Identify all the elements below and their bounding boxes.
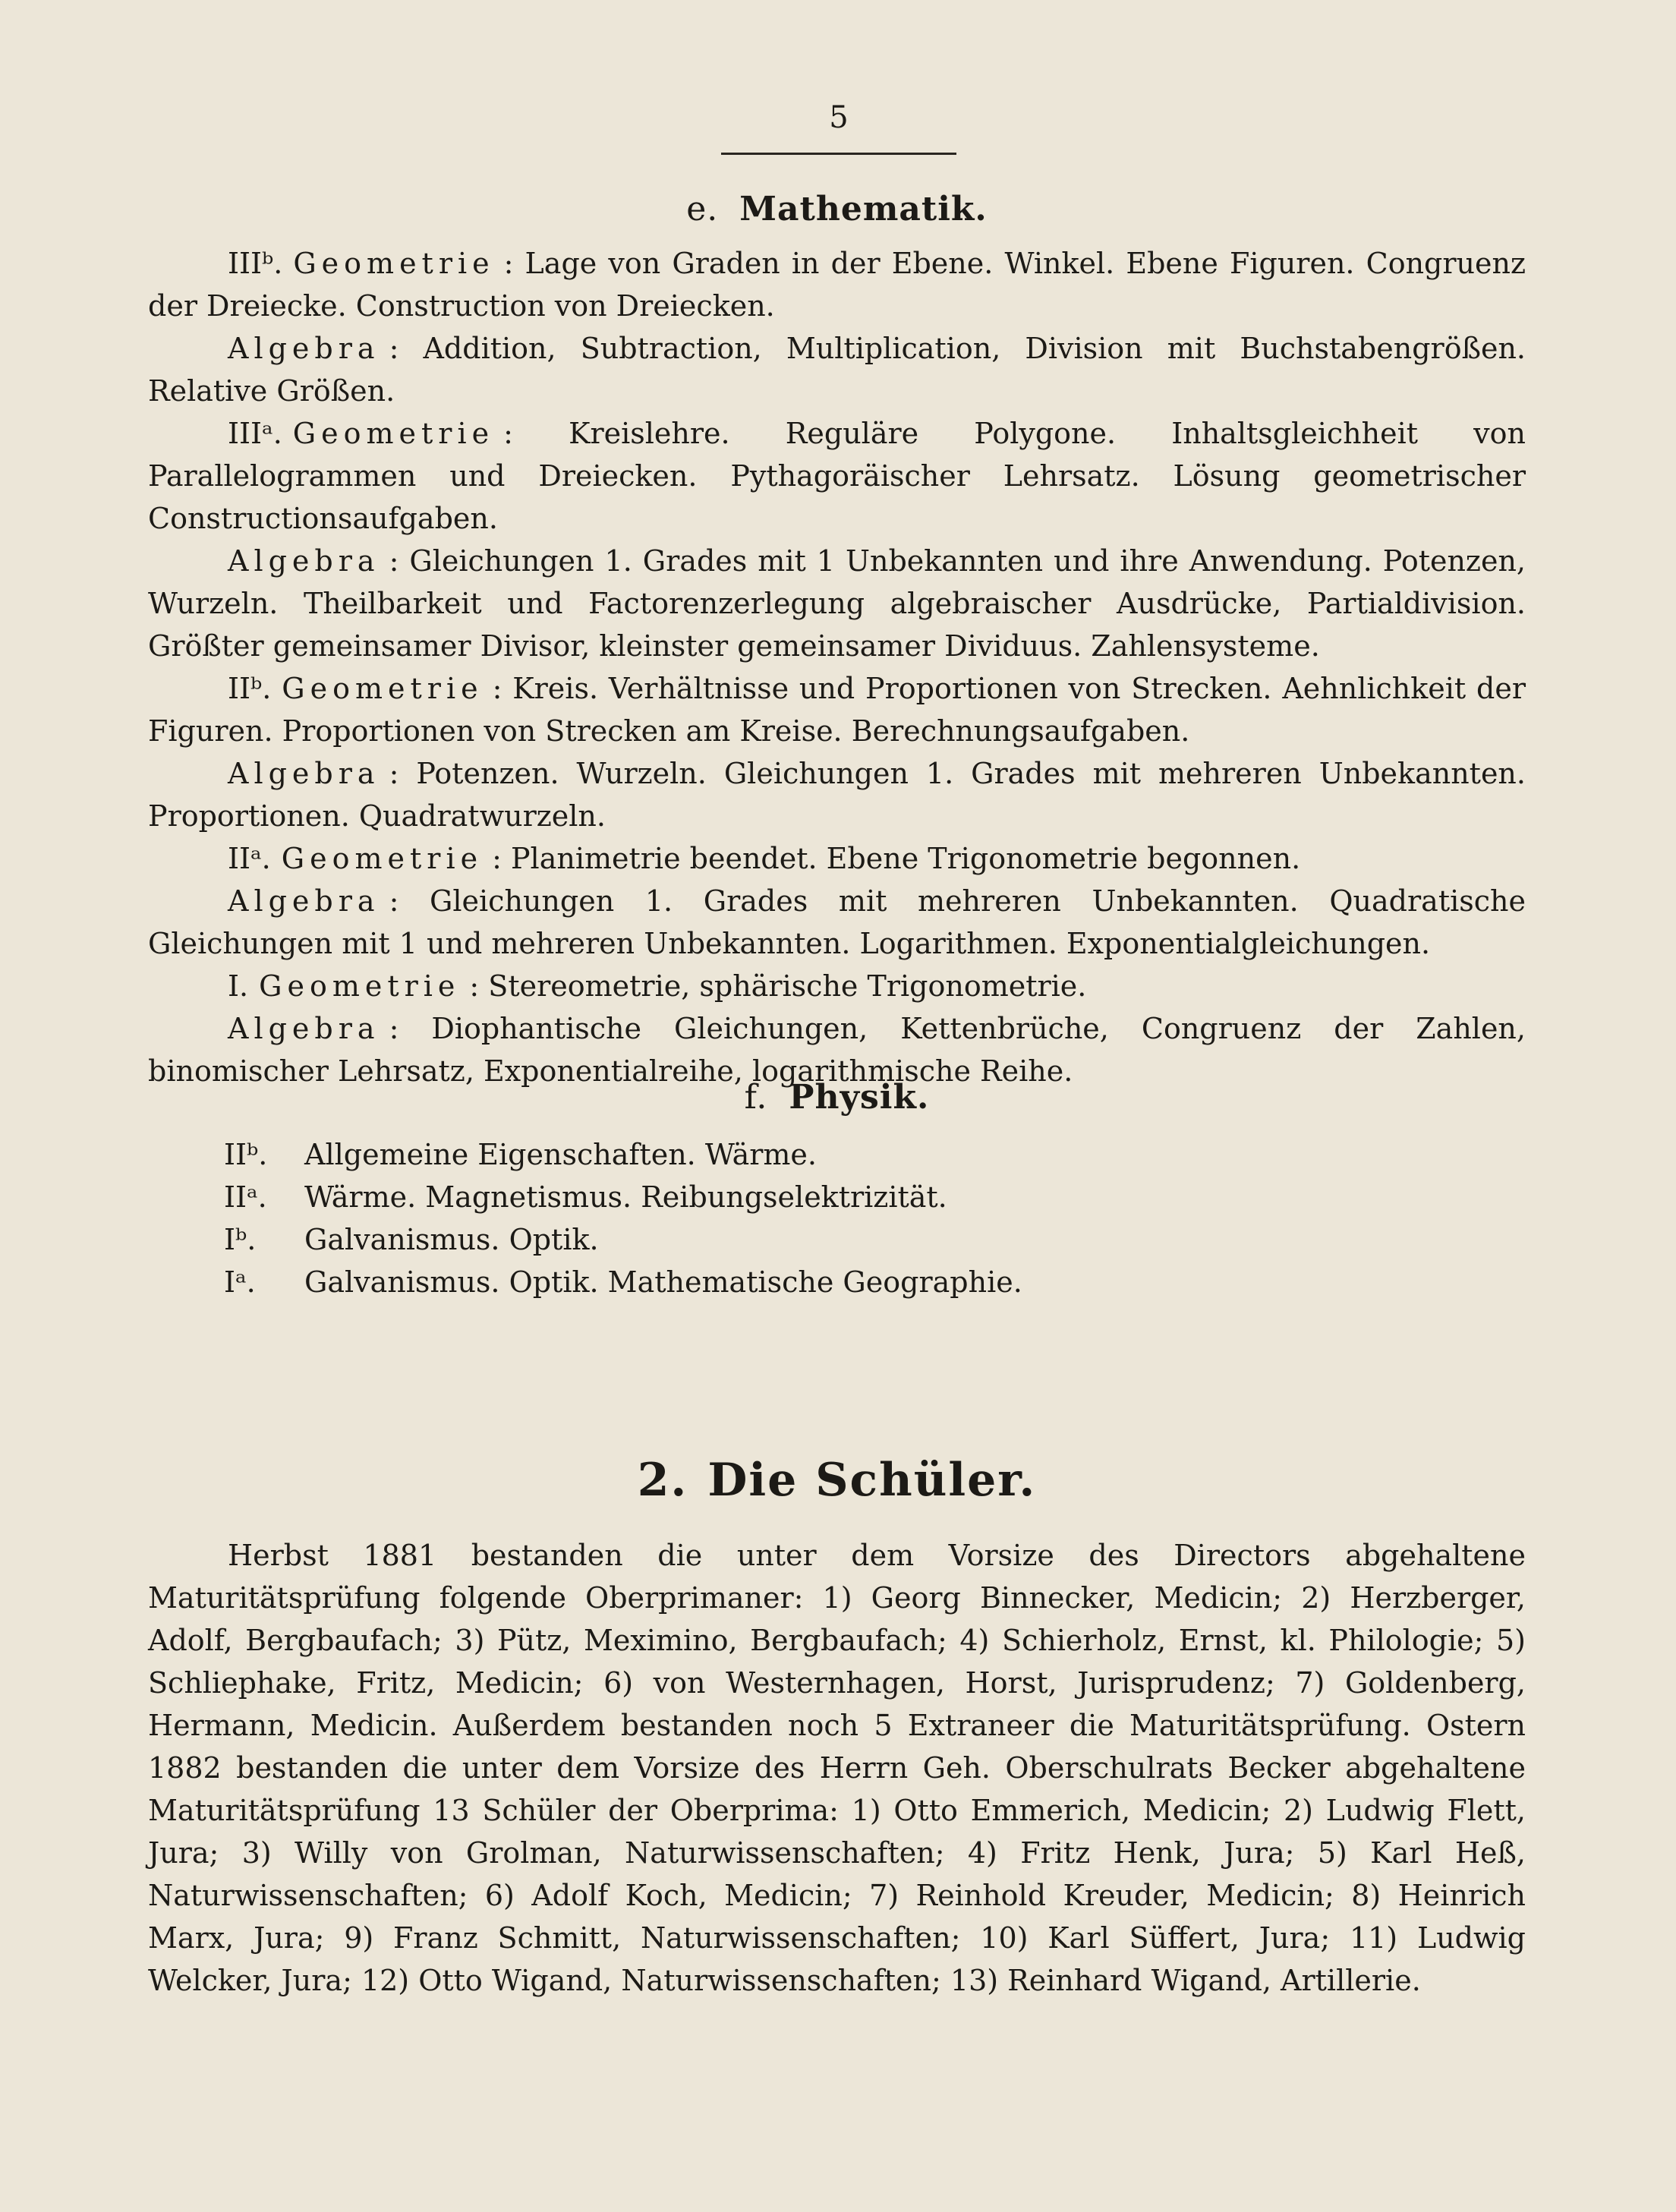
subject-name: Geometrie (292, 417, 495, 450)
section-physik (148, 1078, 1526, 1303)
section-heading: Mathematik. (739, 190, 988, 228)
section-mathematik (148, 190, 1526, 1092)
section-title-physik (148, 1078, 1526, 1117)
mathematik-paragraph (148, 412, 1526, 540)
physik-topics: Galvanismus. Optik. Mathematische Geographie. (304, 1265, 1022, 1299)
subject-name: Algebra (228, 884, 380, 918)
class-label: IIIᵇ. (228, 247, 283, 280)
subject-content: : Lage von Graden in der Ebene. Winkel. Ebene Figuren. Congruenz der Dreiecke. Construction von Dreiecken. (148, 247, 1526, 323)
subject-name: Algebra (228, 332, 380, 365)
class-label: IIᵇ. (224, 1138, 268, 1171)
mathematik-paragraph (148, 540, 1526, 667)
subject-name: Algebra (228, 544, 380, 578)
mathematik-paragraph (148, 327, 1526, 412)
mathematik-paragraph (148, 752, 1526, 837)
subject-content: : Kreis. Verhältnisse und Proportionen von Strecken. Aehnlichkeit der Figuren. Proportionen von Strecken am Kreise. Berechnungsaufgaben. (148, 672, 1526, 748)
class-label: IIᵃ. (228, 842, 271, 875)
physik-topics: Galvanismus. Optik. (304, 1223, 599, 1256)
header-rule (721, 153, 956, 155)
class-label: I. (228, 969, 249, 1003)
class-label: IIIᵃ. (228, 417, 282, 450)
physik-line (224, 1133, 1526, 1176)
subject-name: Geometrie (259, 969, 461, 1003)
subject-name: Geometrie (293, 247, 495, 280)
section-heading: Die Schüler. (707, 1454, 1037, 1507)
subject-name: Algebra (228, 757, 380, 790)
section-letter: e. (686, 190, 719, 228)
section-schueler (148, 1454, 1526, 2002)
schueler-paragraph: Herbst 1881 bestanden die unter dem Vorsize des Directors abgehaltene Maturitätsprüfung folgende Oberprimaner: 1) Georg Binnecker, Medicin; 2) Herzberger, Adolf, Bergbaufach; 3) Pütz, Meximino, Bergbaufach; 4) Schierholz, Ernst, kl. Philologie; 5) Schliephake, Fritz, Medicin; 6) von Westernhagen, Horst, Jurisprudenz; 7) Goldenberg, Hermann, Medicin. Außerdem bestanden noch 5 Extraneer die Maturitätsprüfung. Ostern 1882 bestanden die unter dem Vorsize des Herrn Geh. Oberschulrats Becker abgehaltene Maturitätsprüfung 13 Schüler der Oberprima: 1) Otto Emmerich, Medicin; 2) Ludwig Flett, Jura; 3) Willy von Grolman, Naturwissenschaften; 4) Fritz Henk, Jura; 5) Karl Heß, Naturwissenschaften; 6) Adolf Koch, Medicin; 7) Reinhold Kreuder, Medicin; 8) Heinrich Marx, Jura; 9) Franz Schmitt, Naturwissenschaften; 10) Karl Süffert, Jura; 11) Ludwig Welcker, Jura; 12) Otto Wigand, Naturwissenschaften; 13) Reinhard Wigand, Artillerie. (148, 1539, 1526, 1997)
section-number: 2. (637, 1454, 688, 1507)
subject-name: Algebra (228, 1012, 380, 1045)
subject-content: : Potenzen. Wurzeln. Gleichungen 1. Grades mit mehreren Unbekannten. Proportionen. Quadratwurzeln. (148, 757, 1526, 833)
physik-lines (148, 1133, 1526, 1303)
page-number: 5 (829, 100, 849, 135)
subject-content: : Stereometrie, sphärische Trigonometrie. (469, 969, 1087, 1003)
page-header (721, 102, 956, 155)
mathematik-paragraph (148, 242, 1526, 327)
section-title-mathematik (148, 190, 1526, 228)
mathematik-paragraph (148, 880, 1526, 965)
class-label: IIᵇ. (228, 672, 272, 705)
subject-content: : Planimetrie beendet. Ebene Trigonometrie begonnen. (492, 842, 1301, 875)
physik-topics: Wärme. Magnetismus. Reibungselektrizität. (304, 1180, 947, 1214)
physik-topics: Allgemeine Eigenschaften. Wärme. (304, 1138, 818, 1171)
mathematik-paragraphs (148, 242, 1526, 1092)
physik-line (224, 1176, 1526, 1218)
subject-name: Geometrie (281, 842, 484, 875)
mathematik-paragraph (148, 837, 1526, 880)
subject-content: : Addition, Subtraction, Multiplication, Division mit Buchstabengrößen. Relative Größen. (148, 332, 1526, 408)
mathematik-paragraph (148, 667, 1526, 752)
section-heading: Physik. (789, 1078, 930, 1117)
subject-content: : Diophantische Gleichungen, Kettenbrüche, Congruenz der Zahlen, binomischer Lehrsatz, Exponentialreihe, logarithmische Reihe. (148, 1012, 1526, 1088)
section-letter: f. (744, 1078, 768, 1117)
physik-line (224, 1261, 1526, 1303)
subject-content: : Gleichungen 1. Grades mit 1 Unbekannten und ihre Anwendung. Potenzen, Wurzeln. Theilbarkeit und Factorenzerlegung algebraischer Ausdrücke, Partialdivision. Größter gemeinsamer Divisor, kleinster gemeinsamer Dividuus. Zahlensysteme. (148, 544, 1526, 663)
section-title-schueler (148, 1454, 1526, 1507)
class-label: Iᵇ. (224, 1223, 257, 1256)
class-label: Iᵃ. (224, 1265, 256, 1299)
subject-content: : Kreislehre. Reguläre Polygone. Inhaltsgleichheit von Parallelogrammen und Dreiecken. Pythagoräischer Lehrsatz. Lösung geometrischer Constructionsaufgaben. (148, 417, 1526, 535)
physik-line (224, 1218, 1526, 1261)
mathematik-paragraph (148, 965, 1526, 1007)
class-label: IIᵃ. (224, 1180, 267, 1214)
subject-name: Geometrie (282, 672, 484, 705)
subject-content: : Gleichungen 1. Grades mit mehreren Unbekannten. Quadratische Gleichungen mit 1 und mehreren Unbekannten. Logarithmen. Exponentialgleichungen. (148, 884, 1526, 960)
